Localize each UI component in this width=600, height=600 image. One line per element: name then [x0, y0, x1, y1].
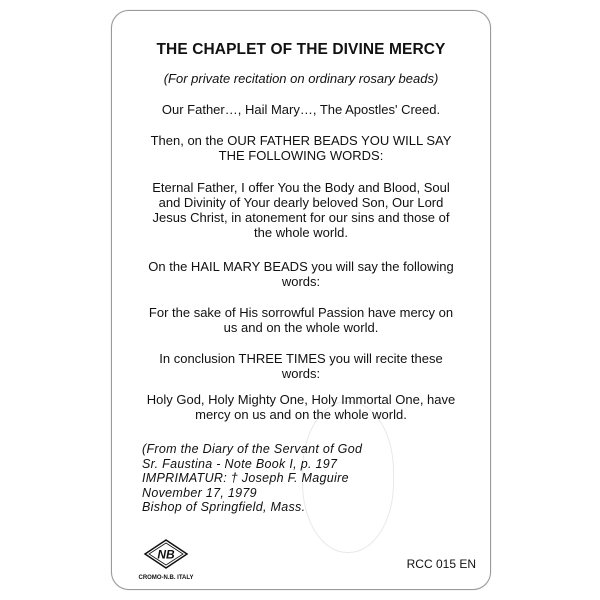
card-title: THE CHAPLET OF THE DIVINE MERCY	[156, 41, 446, 58]
source-line: (From the Diary of the Servant of God	[142, 442, 363, 456]
paragraph-sorrowful-passion: For the sake of His sorrowful Passion have mercy on us and on the whole world.	[148, 305, 454, 335]
source-line: IMPRIMATUR: † Joseph F. Maguire	[142, 471, 349, 485]
publisher-name: CROMO-N.B. ITALY	[138, 575, 194, 581]
source-line: November 17, 1979	[142, 485, 257, 500]
paragraph-our-father-instruction: Then, on the OUR FATHER BEADS YOU WILL SAY THE FOLLOWING WORDS:	[150, 133, 452, 163]
paragraph-eternal-father: Eternal Father, I offer You the Body and Blood, Soul and Divinity of Your dearly beloved Son, Our Lord Jesus Christ, in atonement for our sins and those of the whole world.	[152, 180, 450, 240]
source-line: Sr. Faustina - Note Book I, p. 197	[142, 456, 338, 471]
paragraph-hail-mary-instruction: On the HAIL MARY BEADS you will say the following words:	[148, 259, 454, 289]
source-line: Bishop of Springfield, Mass.	[142, 500, 306, 514]
paragraph-conclusion-instruction: In conclusion THREE TIMES you will recite these words:	[159, 351, 443, 381]
source-citation	[142, 442, 472, 515]
paragraph-opening-prayers: Our Father…, Hail Mary…, The Apostles' Creed.	[161, 102, 441, 117]
logo-mark: NB	[157, 547, 175, 562]
card-subtitle: (For private recitation on ordinary rosary beads)	[163, 71, 439, 86]
nb-diamond-icon	[143, 539, 189, 569]
publisher-logo	[126, 539, 206, 581]
prayer-card	[111, 10, 491, 590]
product-code: RCC 015 EN	[406, 557, 476, 571]
paragraph-holy-god: Holy God, Holy Mighty One, Holy Immortal One, have mercy on us and on the whole world.	[146, 392, 456, 422]
